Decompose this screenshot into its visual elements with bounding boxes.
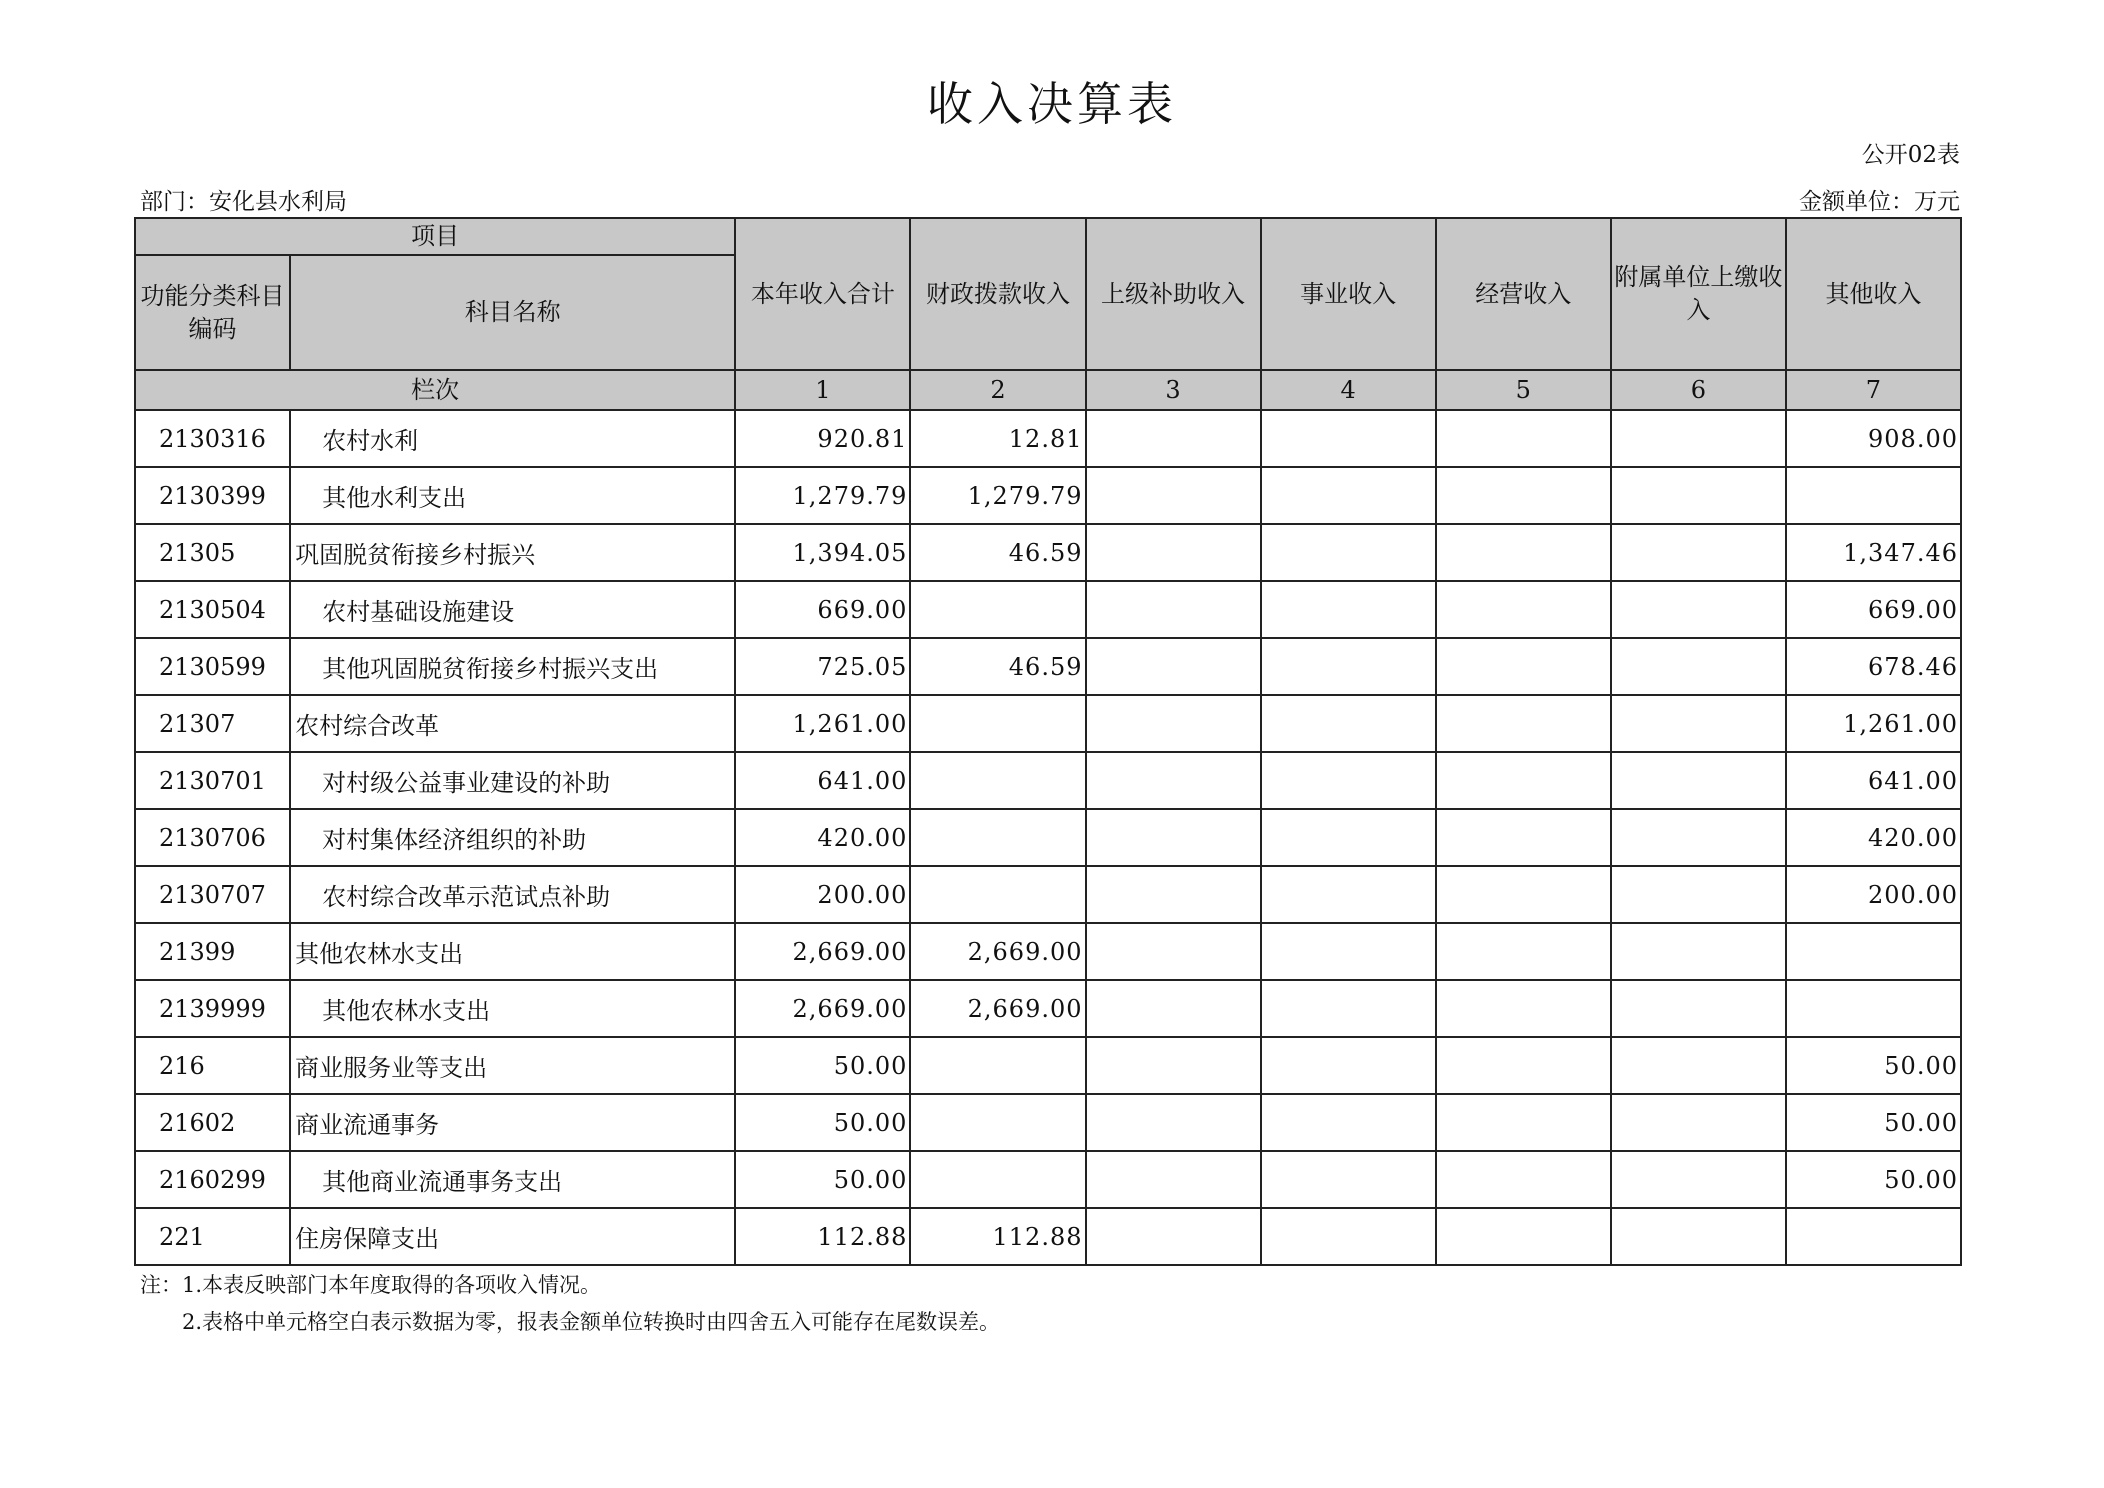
cell-code: 216: [135, 1037, 290, 1094]
cell-code: 2130706: [135, 809, 290, 866]
header-project: 项目: [135, 218, 735, 255]
cell-business: [1261, 1094, 1436, 1151]
cell-operating: [1436, 410, 1611, 467]
cell-superior: [1086, 1037, 1261, 1094]
table-row: [135, 581, 1961, 638]
cell-superior: [1086, 524, 1261, 581]
cell-other: 641.00: [1786, 752, 1961, 809]
cell-fiscal: 46.59: [910, 524, 1085, 581]
cell-affiliated: [1611, 638, 1786, 695]
cell-name: 农村综合改革: [290, 695, 735, 752]
header-col-other: 其他收入: [1786, 218, 1961, 370]
cell-other: 50.00: [1786, 1151, 1961, 1208]
cell-affiliated: [1611, 1151, 1786, 1208]
cell-code: 2130316: [135, 410, 290, 467]
cell-affiliated: [1611, 1208, 1786, 1265]
header-col-num: 4: [1261, 370, 1436, 410]
cell-operating: [1436, 524, 1611, 581]
cell-affiliated: [1611, 695, 1786, 752]
header-code: 功能分类科目编码: [135, 255, 290, 370]
cell-superior: [1086, 809, 1261, 866]
cell-operating: [1436, 638, 1611, 695]
table-row: [135, 980, 1961, 1037]
cell-affiliated: [1611, 752, 1786, 809]
cell-superior: [1086, 1208, 1261, 1265]
cell-total: 725.05: [735, 638, 910, 695]
cell-affiliated: [1611, 980, 1786, 1037]
cell-business: [1261, 410, 1436, 467]
cell-code: 2139999: [135, 980, 290, 1037]
cell-total: 200.00: [735, 866, 910, 923]
cell-total: 112.88: [735, 1208, 910, 1265]
income-table: [134, 217, 1962, 1266]
cell-operating: [1436, 695, 1611, 752]
cell-name: 其他巩固脱贫衔接乡村振兴支出: [290, 638, 735, 695]
cell-name: 对村集体经济组织的补助: [290, 809, 735, 866]
table-row: [135, 1208, 1961, 1265]
cell-business: [1261, 923, 1436, 980]
header-col-num: 5: [1436, 370, 1611, 410]
cell-name: 商业服务业等支出: [290, 1037, 735, 1094]
header-col-num: 1: [735, 370, 910, 410]
header-col-num: 6: [1611, 370, 1786, 410]
cell-fiscal: [910, 752, 1085, 809]
cell-other: 1,347.46: [1786, 524, 1961, 581]
header-col-affiliated: 附属单位上缴收入: [1611, 218, 1786, 370]
cell-affiliated: [1611, 923, 1786, 980]
cell-total: 420.00: [735, 809, 910, 866]
cell-fiscal: 46.59: [910, 638, 1085, 695]
cell-operating: [1436, 923, 1611, 980]
cell-affiliated: [1611, 1037, 1786, 1094]
cell-fiscal: 2,669.00: [910, 980, 1085, 1037]
table-row: [135, 1037, 1961, 1094]
cell-total: 50.00: [735, 1037, 910, 1094]
cell-total: 2,669.00: [735, 980, 910, 1037]
table-row: [135, 866, 1961, 923]
cell-fiscal: 1,279.79: [910, 467, 1085, 524]
cell-name: 住房保障支出: [290, 1208, 735, 1265]
cell-name: 其他水利支出: [290, 467, 735, 524]
cell-total: 50.00: [735, 1094, 910, 1151]
cell-fiscal: [910, 1094, 1085, 1151]
cell-superior: [1086, 866, 1261, 923]
cell-fiscal: [910, 809, 1085, 866]
cell-other: 200.00: [1786, 866, 1961, 923]
cell-business: [1261, 866, 1436, 923]
cell-code: 2130504: [135, 581, 290, 638]
cell-other: 420.00: [1786, 809, 1961, 866]
cell-total: 50.00: [735, 1151, 910, 1208]
cell-affiliated: [1611, 809, 1786, 866]
header-col-operating: 经营收入: [1436, 218, 1611, 370]
cell-other: 678.46: [1786, 638, 1961, 695]
cell-total: 1,394.05: [735, 524, 910, 581]
cell-superior: [1086, 581, 1261, 638]
cell-operating: [1436, 1037, 1611, 1094]
cell-name: 其他农林水支出: [290, 923, 735, 980]
cell-business: [1261, 1208, 1436, 1265]
cell-operating: [1436, 809, 1611, 866]
cell-fiscal: 12.81: [910, 410, 1085, 467]
note-2: 2.表格中单元格空白表示数据为零，报表金额单位转换时由四舍五入可能存在尾数误差。: [182, 1310, 1001, 1334]
cell-business: [1261, 752, 1436, 809]
table-row: [135, 1094, 1961, 1151]
table-row: [135, 809, 1961, 866]
cell-other: [1786, 923, 1961, 980]
cell-other: 908.00: [1786, 410, 1961, 467]
header-name: 科目名称: [290, 255, 735, 370]
cell-other: [1786, 467, 1961, 524]
cell-fiscal: [910, 695, 1085, 752]
notes: [140, 1267, 1000, 1341]
cell-total: 920.81: [735, 410, 910, 467]
cell-business: [1261, 980, 1436, 1037]
cell-business: [1261, 695, 1436, 752]
cell-superior: [1086, 1151, 1261, 1208]
cell-superior: [1086, 638, 1261, 695]
cell-fiscal: [910, 866, 1085, 923]
cell-total: 669.00: [735, 581, 910, 638]
cell-superior: [1086, 410, 1261, 467]
cell-business: [1261, 809, 1436, 866]
cell-operating: [1436, 980, 1611, 1037]
cell-total: 2,669.00: [735, 923, 910, 980]
cell-affiliated: [1611, 581, 1786, 638]
cell-code: 221: [135, 1208, 290, 1265]
cell-fiscal: 112.88: [910, 1208, 1085, 1265]
cell-code: 21307: [135, 695, 290, 752]
cell-superior: [1086, 752, 1261, 809]
cell-code: 2130707: [135, 866, 290, 923]
cell-operating: [1436, 1094, 1611, 1151]
cell-operating: [1436, 866, 1611, 923]
cell-fiscal: 2,669.00: [910, 923, 1085, 980]
cell-business: [1261, 1151, 1436, 1208]
cell-code: 21305: [135, 524, 290, 581]
cell-business: [1261, 581, 1436, 638]
table-row: [135, 695, 1961, 752]
page-title: 收入决算表: [927, 77, 1177, 131]
cell-other: [1786, 980, 1961, 1037]
cell-operating: [1436, 752, 1611, 809]
header-lanci: 栏次: [135, 370, 735, 410]
cell-operating: [1436, 467, 1611, 524]
header-col-total: 本年收入合计: [735, 218, 910, 370]
table-row: [135, 638, 1961, 695]
table-row: [135, 752, 1961, 809]
cell-name: 对村级公益事业建设的补助: [290, 752, 735, 809]
cell-fiscal: [910, 1037, 1085, 1094]
cell-business: [1261, 1037, 1436, 1094]
table-row: [135, 410, 1961, 467]
cell-affiliated: [1611, 467, 1786, 524]
cell-affiliated: [1611, 866, 1786, 923]
cell-name: 农村基础设施建设: [290, 581, 735, 638]
cell-other: [1786, 1208, 1961, 1265]
cell-superior: [1086, 1094, 1261, 1151]
cell-other: 669.00: [1786, 581, 1961, 638]
cell-fiscal: [910, 581, 1085, 638]
table-row: [135, 1151, 1961, 1208]
cell-name: 农村水利: [290, 410, 735, 467]
cell-superior: [1086, 923, 1261, 980]
cell-operating: [1436, 581, 1611, 638]
cell-affiliated: [1611, 524, 1786, 581]
cell-other: 50.00: [1786, 1037, 1961, 1094]
cell-name: 农村综合改革示范试点补助: [290, 866, 735, 923]
header-col-num: 7: [1786, 370, 1961, 410]
cell-other: 1,261.00: [1786, 695, 1961, 752]
header-col-num: 2: [910, 370, 1085, 410]
cell-code: 21399: [135, 923, 290, 980]
cell-affiliated: [1611, 410, 1786, 467]
header-col-business: 事业收入: [1261, 218, 1436, 370]
cell-total: 1,261.00: [735, 695, 910, 752]
cell-superior: [1086, 695, 1261, 752]
table-row: [135, 467, 1961, 524]
cell-name: 商业流通事务: [290, 1094, 735, 1151]
cell-total: 1,279.79: [735, 467, 910, 524]
cell-affiliated: [1611, 1094, 1786, 1151]
cell-code: 2130399: [135, 467, 290, 524]
cell-name: 巩固脱贫衔接乡村振兴: [290, 524, 735, 581]
department-label: 部门：安化县水利局: [140, 189, 347, 215]
amount-unit-label: 金额单位：万元: [1799, 189, 1960, 215]
cell-total: 641.00: [735, 752, 910, 809]
header-col-superior: 上级补助收入: [1086, 218, 1261, 370]
cell-superior: [1086, 467, 1261, 524]
cell-business: [1261, 524, 1436, 581]
cell-code: 2130599: [135, 638, 290, 695]
cell-code: 2130701: [135, 752, 290, 809]
cell-code: 2160299: [135, 1151, 290, 1208]
cell-fiscal: [910, 1151, 1085, 1208]
cell-operating: [1436, 1208, 1611, 1265]
cell-superior: [1086, 980, 1261, 1037]
cell-code: 21602: [135, 1094, 290, 1151]
table-row: [135, 524, 1961, 581]
header-col-num: 3: [1086, 370, 1261, 410]
cell-operating: [1436, 1151, 1611, 1208]
cell-business: [1261, 467, 1436, 524]
cell-name: 其他商业流通事务支出: [290, 1151, 735, 1208]
note-1: 注：1.本表反映部门本年度取得的各项收入情况。: [140, 1273, 602, 1297]
cell-other: 50.00: [1786, 1094, 1961, 1151]
cell-business: [1261, 638, 1436, 695]
form-number: 公开02表: [1861, 142, 1960, 168]
header-col-fiscal: 财政拨款收入: [910, 218, 1085, 370]
table-row: [135, 923, 1961, 980]
cell-name: 其他农林水支出: [290, 980, 735, 1037]
